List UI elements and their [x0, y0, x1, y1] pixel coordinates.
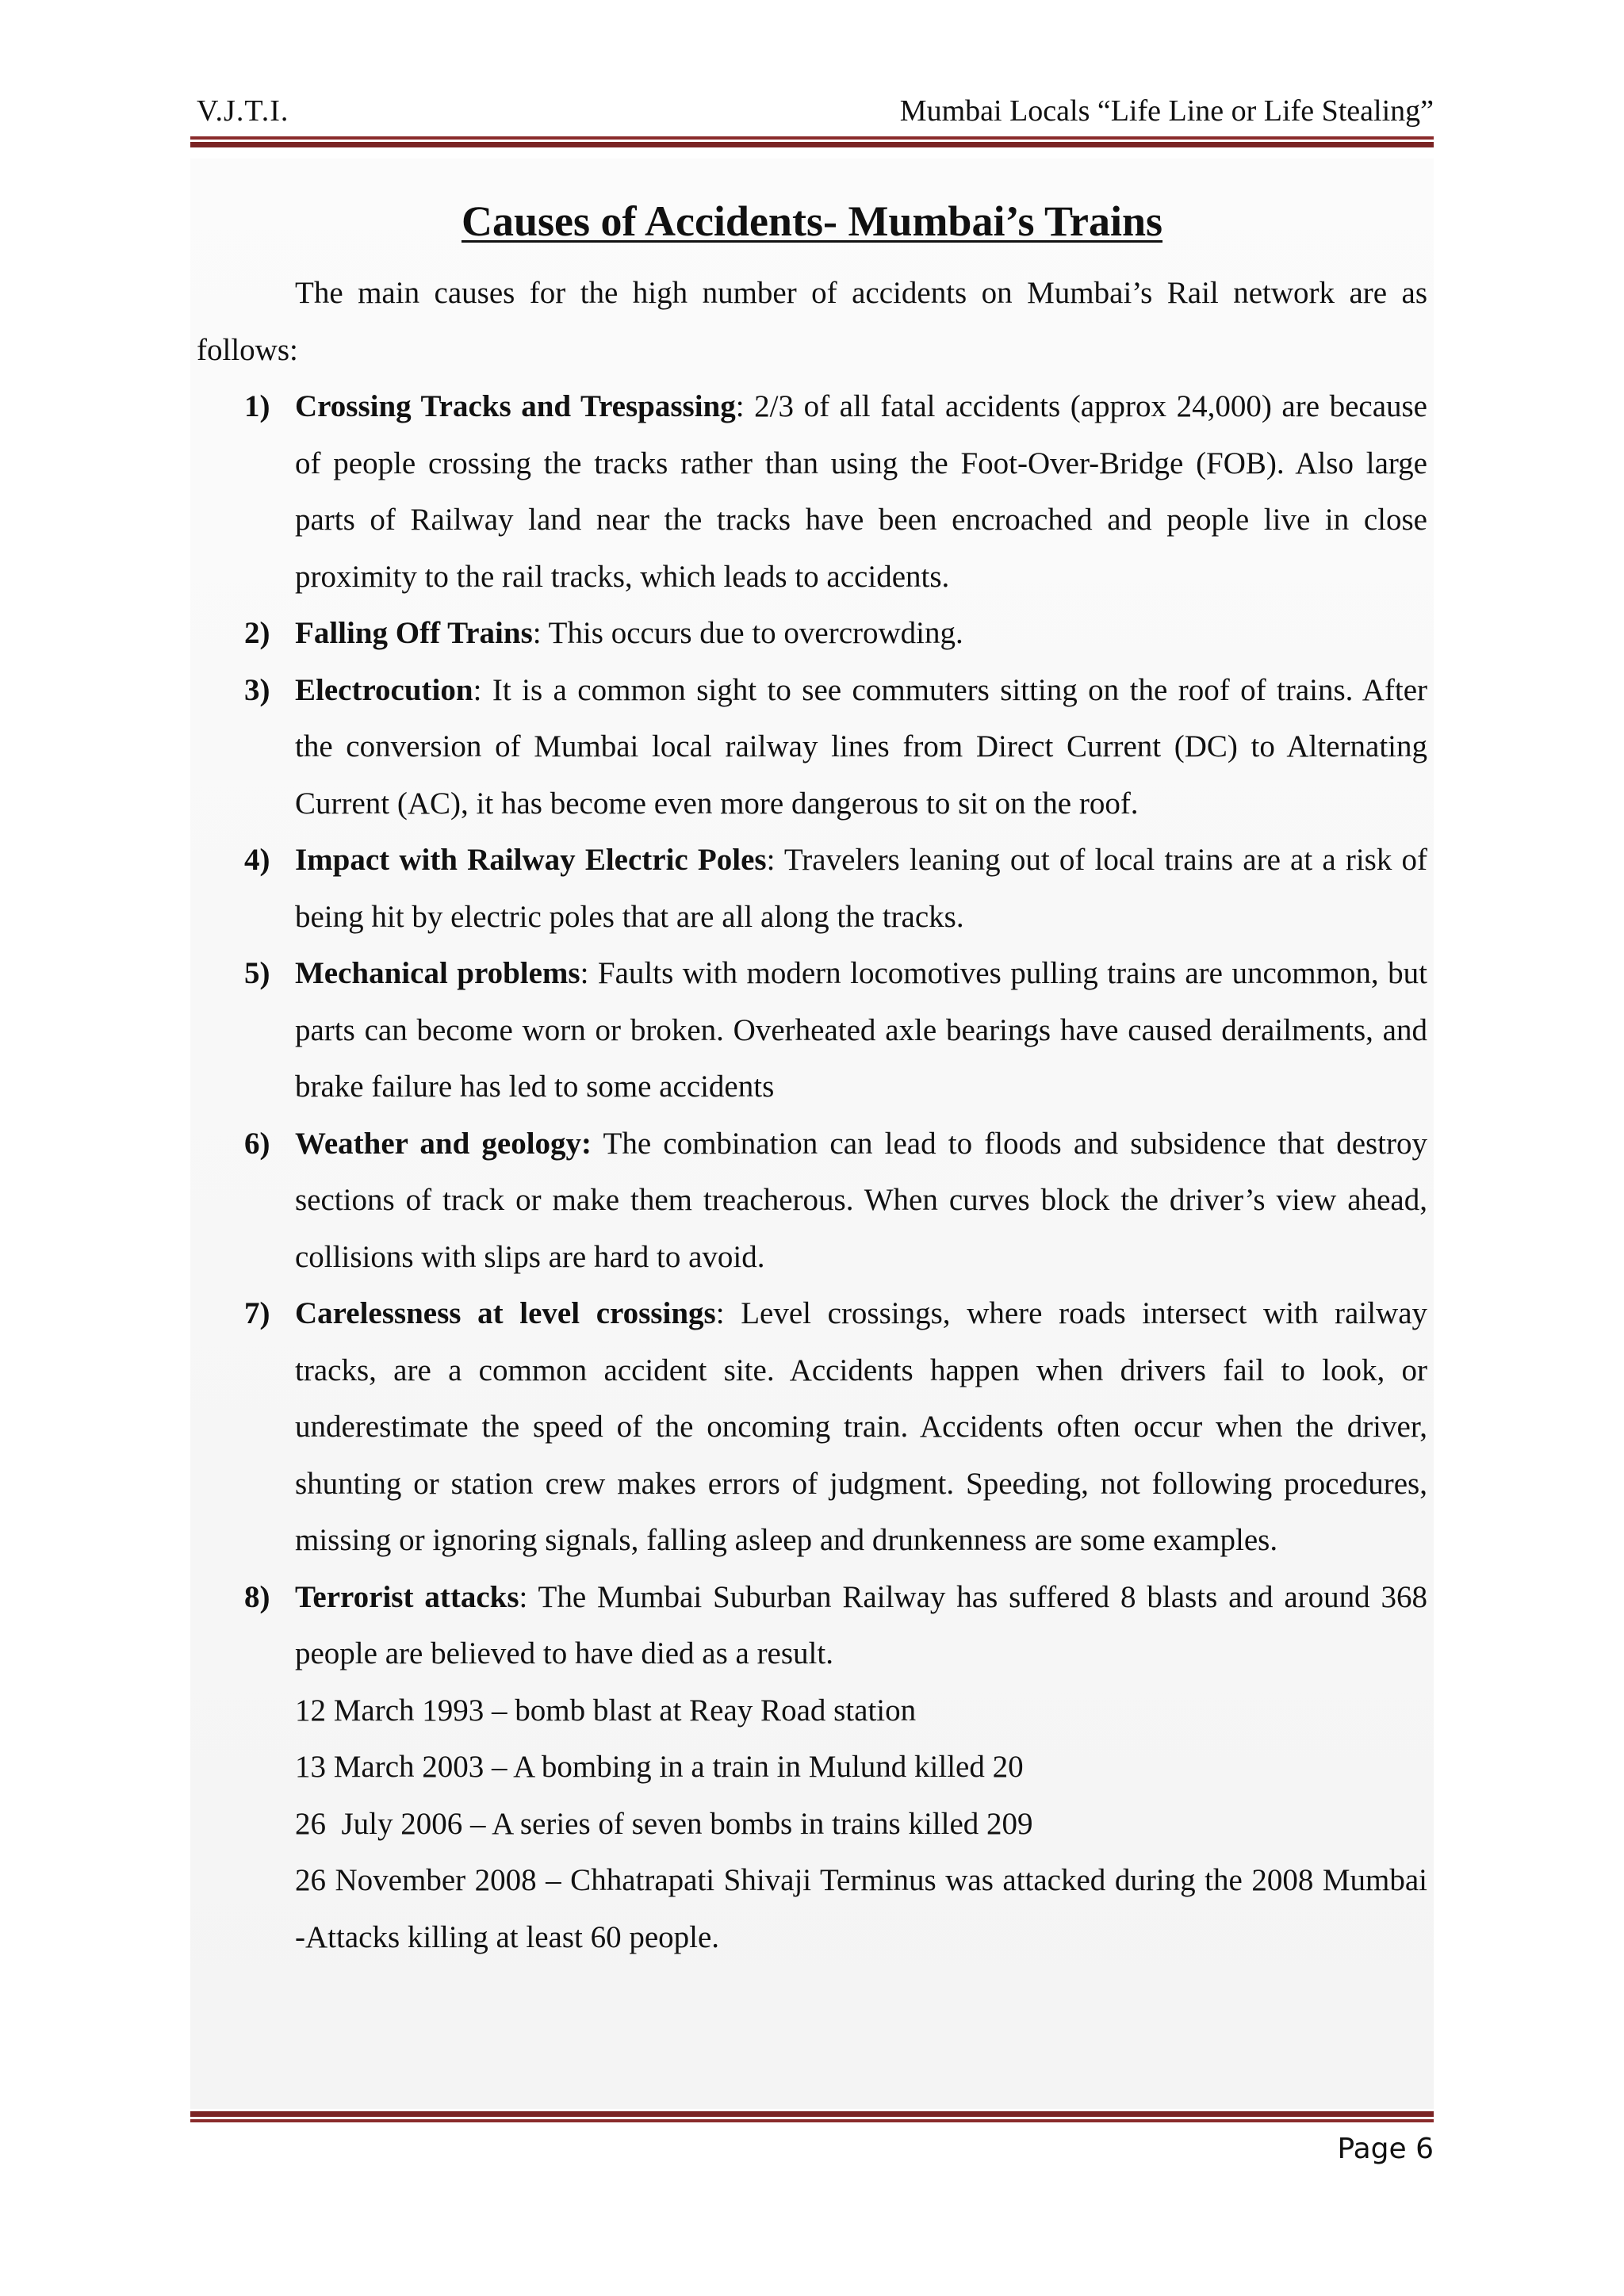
cause-item: [197, 1569, 1427, 1682]
intro-paragraph: The main causes for the high number of accidents on Mumbai’s Rail network are as follows:: [197, 276, 1427, 367]
header-rule-thick: [190, 142, 1434, 147]
cause-item: [197, 832, 1427, 945]
cause-number: 2): [244, 616, 270, 650]
cause-item: [197, 1285, 1427, 1569]
document-body: [197, 265, 1427, 1965]
cause-item: [197, 378, 1427, 605]
cause-title: Carelessness at level crossings: [295, 1296, 716, 1330]
page-header: [197, 94, 1434, 133]
footer-rule-thick: [190, 2111, 1434, 2117]
cause-number: 1): [244, 389, 270, 423]
cause-item: [197, 605, 1427, 662]
attack-event: 26 November 2008 – Chhatrapati Shivaji Terminus was attacked during the 2008 Mumbai -Attacks killing at least 60 people.: [295, 1863, 1427, 1954]
cause-text: : Level crossings, where roads intersect with railway tracks, are a common accident site. Accidents happen when drivers fail to look, or underestimate the speed of the oncoming train. Accidents often occur when the driver, shunting or station crew makes errors of judgment. Speeding, not following procedures, missing or ignoring signals, falling asleep and drunkenness are some examples.: [295, 1296, 1428, 1557]
cause-item: [197, 1115, 1427, 1286]
attack-event: 26 July 2006 – A series of seven bombs in trains killed 209: [295, 1806, 1033, 1841]
cause-number: 5): [244, 956, 270, 990]
cause-text: : Travelers leaning out of local trains are at a risk of being hit by electric poles that are all along the tracks.: [295, 843, 1427, 934]
cause-item: [197, 662, 1427, 832]
cause-title: Impact with Railway Electric Poles: [295, 843, 767, 877]
cause-number: 4): [244, 843, 270, 877]
header-document-title: Mumbai Locals “Life Line or Life Stealing”: [899, 94, 1434, 128]
cause-text: : Faults with modern locomotives pulling trains are uncommon, but parts can become worn or broken. Overheated axle bearings have caused derailments, and brake failure has led to some accidents: [295, 956, 1427, 1104]
cause-title: Terrorist attacks: [295, 1579, 519, 1614]
cause-number: 3): [244, 672, 270, 707]
cause-title: Crossing Tracks and Trespassing: [295, 389, 736, 423]
cause-number: 8): [244, 1579, 270, 1614]
attack-event: 12 March 1993 – bomb blast at Reay Road station: [295, 1693, 917, 1728]
page-number: Page 6: [1337, 2133, 1434, 2165]
header-institute: V.J.T.I.: [197, 94, 289, 128]
causes-list: [197, 378, 1427, 1682]
footer-rule-thin: [190, 2119, 1434, 2122]
cause-text: : The Mumbai Suburban Railway has suffered 8 blasts and around 368 people are believed to have died as a result.: [295, 1579, 1427, 1670]
cause-title: Weather and geology:: [295, 1126, 592, 1161]
cause-title: Mechanical problems: [295, 956, 580, 990]
cause-text: : 2/3 of all fatal accidents (approx 24,000) are because of people crossing the tracks rather than using the Foot-Over-Bridge (FOB). Also large parts of Railway land near the tracks have been encroached and people live in close proximity to the rail tracks, which leads to accidents.: [295, 389, 1427, 594]
cause-text: : This occurs due to overcrowding.: [532, 616, 963, 650]
cause-item: [197, 945, 1427, 1115]
attack-event: 13 March 2003 – A bombing in a train in Mulund killed 20: [295, 1750, 1024, 1784]
cause-title: Falling Off Trains: [295, 616, 533, 650]
cause-title: Electrocution: [295, 672, 473, 707]
header-rule-thin: [190, 136, 1434, 140]
cause-text: The combination can lead to floods and subsidence that destroy sections of track or make them treacherous. When curves block the driver’s view ahead, collisions with slips are hard to avoid.: [295, 1126, 1428, 1274]
page-title: Causes of Accidents- Mumbai’s Trains: [461, 197, 1163, 245]
cause-number: 7): [244, 1296, 270, 1330]
cause-text: : It is a common sight to see commuters sitting on the roof of trains. After the conversion of Mumbai local railway lines from Direct Current (DC) to Alternating Current (AC), it has become even more dangerous to sit on the roof.: [295, 672, 1427, 821]
cause-number: 6): [244, 1126, 270, 1161]
